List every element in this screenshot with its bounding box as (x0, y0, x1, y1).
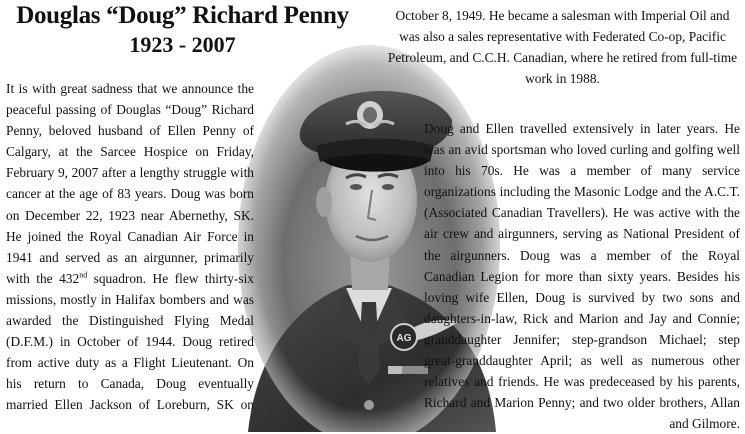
obituary-right-column (424, 118, 740, 434)
squadron-ordinal-suffix: nd (79, 270, 88, 280)
obituary-paragraph-3: Doug and Ellen travelled extensively in later years. He was an avid sportsman who loved curling and golfing well into his 70s. He was a member of many service organizations including the Masonic Lodge and the A.C.T. (Associated Canadian Travellers). He was active with the air crew and airgunners, serving as National President of the airgunners. Doug was a member of the Royal Canadian Legion for more than sixty years. Besides his loving wife Ellen, Doug is survived by two sons and daughters-in-law, Rick and Marion and Jay and Connie; granddaughter Jennifer; step-grandson Michael; step great-granddaughter April; as well as numerous other relatives and friends. He was predeceased by his parents, Richard and Marion Penny; and two older brothers, Allan and Gilmore. (424, 121, 740, 432)
left-column-text-b: squadron. He flew thirty-six missions, mostly in Halifax bombers and was awarded the Distinguished Flying Medal (D.F.M.) in October of 1944. Doug retired from active duty as a Flight Lieutenant. On his return to Canada, Doug eventually married Ellen Jackson of Loreburn, SK on (6, 270, 254, 413)
life-years: 1923 - 2007 (129, 32, 236, 57)
obituary-paragraph-1 (6, 78, 254, 416)
left-column-text-a: It is with great sadness that we announce the peaceful passing of Douglas “Doug” Richard Penny, beloved husband of Ellen Penny of Calgary, at the Sarcee Hospice on Friday, February 9, 2007 after a lengthy struggle with cancer at the age of 83 years. Doug was born on December 22, 1923 near Abernethy, SK. He joined the Royal Canadian Air Force in 1941 and served as an airgunner, primarily with the 432 (6, 81, 254, 286)
obituary-paragraph-2: October 8, 1949. He became a salesman with Imperial Oil and was also a sales representative with Federated Co-op, Pacific Petroleum, and C.C.H. Canadian, where he retired from full-time work in 1988. (387, 8, 738, 87)
obituary-left-column (6, 78, 254, 416)
obituary-right-column-top (385, 5, 740, 89)
obituary-title: Douglas “Doug” Richard Penny (16, 2, 349, 29)
